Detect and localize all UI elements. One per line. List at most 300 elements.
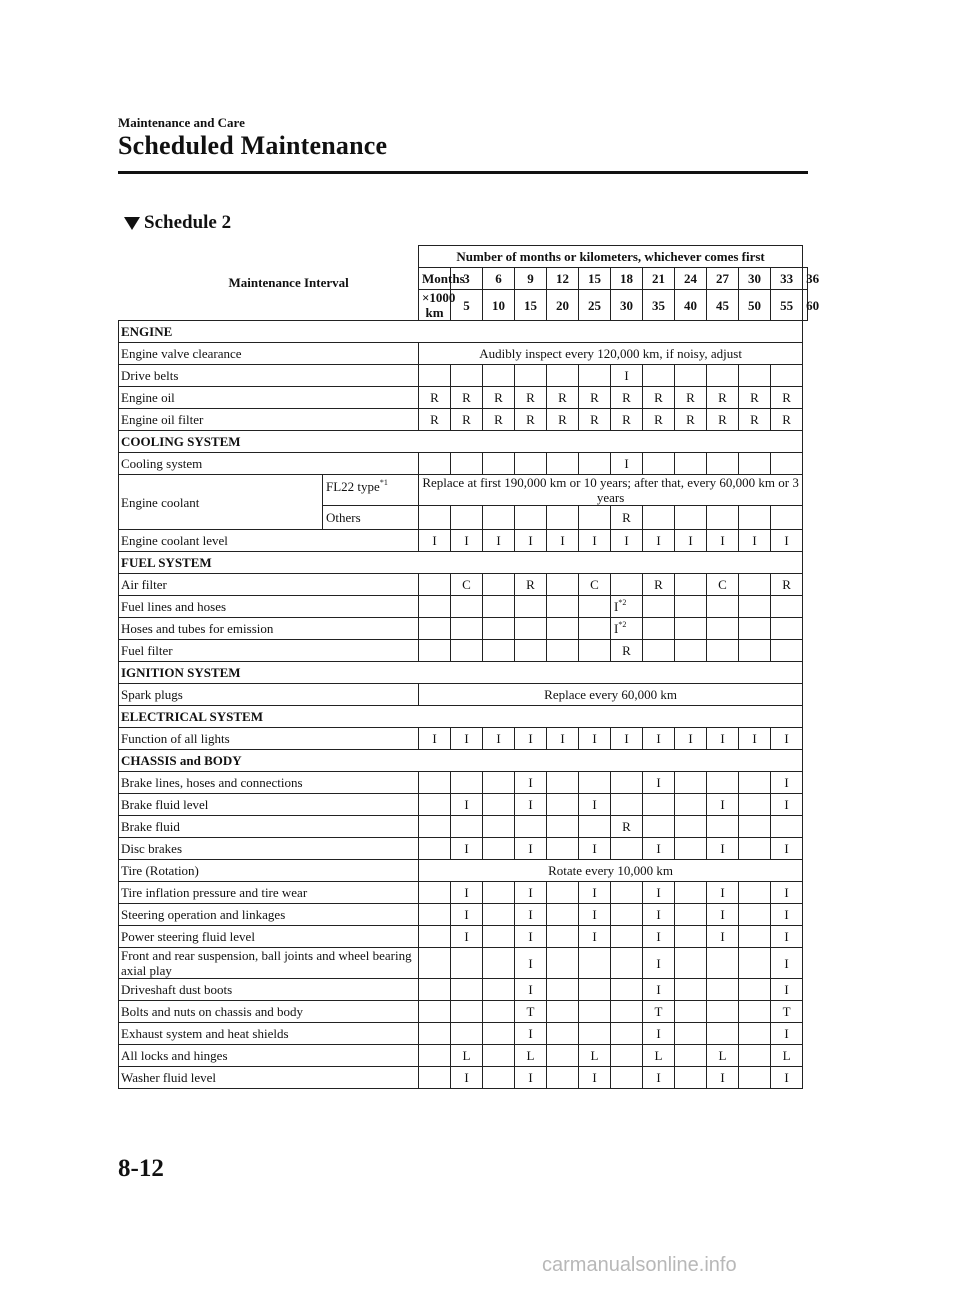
schedule-cell xyxy=(419,772,451,794)
schedule-cell xyxy=(419,574,451,596)
schedule-cell: R xyxy=(707,387,739,409)
schedule-cell xyxy=(419,794,451,816)
schedule-cell xyxy=(675,794,707,816)
schedule-cell xyxy=(707,979,739,1001)
schedule-cell: T xyxy=(515,1001,547,1023)
schedule-cell: I xyxy=(707,838,739,860)
schedule-cell: I xyxy=(771,979,803,1001)
schedule-cell xyxy=(579,506,611,530)
schedule-cell xyxy=(483,453,515,475)
schedule-cell: I xyxy=(643,979,675,1001)
table-row xyxy=(119,596,808,618)
schedule-cell xyxy=(643,506,675,530)
schedule-cell xyxy=(419,948,451,979)
schedule-cell xyxy=(515,506,547,530)
interval-header: Maintenance Interval xyxy=(119,246,419,321)
schedule-cell xyxy=(547,640,579,662)
coolant-fl22-label xyxy=(323,475,419,506)
schedule-cell xyxy=(611,618,643,640)
schedule-cell xyxy=(419,904,451,926)
table-row xyxy=(119,387,808,409)
row-label: Hoses and tubes for emission xyxy=(119,618,419,640)
schedule-cell xyxy=(739,1067,771,1089)
schedule-cell xyxy=(451,365,483,387)
table-row xyxy=(119,684,808,706)
schedule-cell: R xyxy=(451,409,483,431)
schedule-cell: R xyxy=(611,506,643,530)
schedule-cell xyxy=(579,772,611,794)
row-label: Engine coolant xyxy=(119,475,323,530)
schedule-cell: I xyxy=(707,882,739,904)
schedule-cell: I xyxy=(771,948,803,979)
schedule-cell: I xyxy=(483,530,515,552)
schedule-cell: I xyxy=(579,882,611,904)
schedule-cell: R xyxy=(547,409,579,431)
km-header: 35 xyxy=(643,290,675,321)
interval-span-text: Replace at first 190,000 km or 10 years; after that, every 60,000 km or 3 years xyxy=(419,475,803,506)
schedule-cell xyxy=(579,979,611,1001)
schedule-cell: I xyxy=(579,728,611,750)
schedule-cell: R xyxy=(771,574,803,596)
schedule-cell xyxy=(483,1023,515,1045)
table-row xyxy=(119,948,808,979)
footnote-marker: *2 xyxy=(618,598,627,607)
schedule-cell: R xyxy=(771,387,803,409)
category-ignition: IGNITION SYSTEM xyxy=(119,662,803,684)
table-row xyxy=(119,979,808,1001)
schedule-cell: L xyxy=(643,1045,675,1067)
schedule-cell xyxy=(643,640,675,662)
schedule-cell: R xyxy=(419,409,451,431)
schedule-cell xyxy=(419,453,451,475)
schedule-cell xyxy=(579,618,611,640)
schedule-cell: I xyxy=(771,728,803,750)
row-label: Brake fluid xyxy=(119,816,419,838)
schedule-cell: I xyxy=(771,1067,803,1089)
schedule-title: Schedule 2 xyxy=(144,212,232,233)
schedule-cell: I xyxy=(771,838,803,860)
schedule-cell: I xyxy=(771,530,803,552)
schedule-cell: I xyxy=(451,904,483,926)
schedule-cell xyxy=(451,506,483,530)
row-label: Cooling system xyxy=(119,453,419,475)
row-label: Engine coolant level xyxy=(119,530,419,552)
schedule-cell xyxy=(611,948,643,979)
table-row xyxy=(119,1001,808,1023)
schedule-cell: R xyxy=(643,387,675,409)
schedule-cell xyxy=(739,1045,771,1067)
interval-span-text: Rotate every 10,000 km xyxy=(419,860,803,882)
row-label: Air filter xyxy=(119,574,419,596)
schedule-cell xyxy=(675,640,707,662)
interval-note: Number of months or kilometers, whichever comes first xyxy=(419,246,803,268)
schedule-cell xyxy=(611,794,643,816)
schedule-cell xyxy=(419,1023,451,1045)
schedule-cell xyxy=(611,574,643,596)
schedule-cell: I xyxy=(515,772,547,794)
schedule-cell: I xyxy=(515,1067,547,1089)
schedule-cell xyxy=(483,794,515,816)
schedule-cell xyxy=(579,816,611,838)
schedule-cell: R xyxy=(611,640,643,662)
schedule-cell xyxy=(707,772,739,794)
schedule-cell xyxy=(675,882,707,904)
schedule-cell: I xyxy=(515,728,547,750)
schedule-cell xyxy=(451,772,483,794)
schedule-cell xyxy=(675,453,707,475)
km-header: 45 xyxy=(707,290,739,321)
schedule-cell xyxy=(579,596,611,618)
row-label: Engine oil filter xyxy=(119,409,419,431)
schedule-cell xyxy=(515,618,547,640)
schedule-cell: I xyxy=(643,530,675,552)
schedule-cell xyxy=(483,596,515,618)
schedule-cell xyxy=(611,904,643,926)
months-label: Months xyxy=(419,268,451,290)
schedule-cell xyxy=(707,506,739,530)
schedule-cell xyxy=(483,904,515,926)
schedule-cell: I xyxy=(451,838,483,860)
schedule-cell xyxy=(771,596,803,618)
schedule-cell: I xyxy=(771,882,803,904)
schedule-cell xyxy=(419,926,451,948)
category-row xyxy=(119,552,808,574)
schedule-cell: C xyxy=(579,574,611,596)
schedule-cell xyxy=(739,574,771,596)
schedule-cell xyxy=(643,453,675,475)
schedule-cell xyxy=(739,453,771,475)
cell-mark: I xyxy=(614,621,619,636)
schedule-cell xyxy=(547,596,579,618)
schedule-cell xyxy=(483,1045,515,1067)
schedule-cell xyxy=(483,979,515,1001)
km-header: 15 xyxy=(515,290,547,321)
schedule-cell xyxy=(419,1001,451,1023)
schedule-cell: R xyxy=(771,409,803,431)
schedule-cell xyxy=(419,979,451,1001)
schedule-cell: I xyxy=(579,530,611,552)
schedule-cell: R xyxy=(419,387,451,409)
row-label: Tire (Rotation) xyxy=(119,860,419,882)
schedule-cell xyxy=(419,838,451,860)
schedule-cell: L xyxy=(579,1045,611,1067)
schedule-cell xyxy=(739,596,771,618)
table-row xyxy=(119,475,808,506)
schedule-cell xyxy=(611,596,643,618)
schedule-cell: I xyxy=(515,882,547,904)
schedule-cell: I xyxy=(643,838,675,860)
schedule-cell: I xyxy=(739,728,771,750)
schedule-cell xyxy=(547,506,579,530)
schedule-cell: I xyxy=(643,904,675,926)
schedule-cell: I xyxy=(707,530,739,552)
schedule-cell xyxy=(451,596,483,618)
month-header: 24 xyxy=(675,268,707,290)
schedule-cell xyxy=(547,574,579,596)
schedule-cell: I xyxy=(707,728,739,750)
schedule-cell xyxy=(419,882,451,904)
schedule-cell xyxy=(451,948,483,979)
coolant-others-label: Others xyxy=(323,506,419,530)
schedule-cell xyxy=(547,816,579,838)
schedule-cell xyxy=(675,596,707,618)
schedule-cell xyxy=(771,618,803,640)
schedule-cell xyxy=(675,1001,707,1023)
category-row xyxy=(119,750,808,772)
km-header: 30 xyxy=(611,290,643,321)
schedule-cell xyxy=(611,1045,643,1067)
schedule-cell: I xyxy=(579,1067,611,1089)
schedule-cell: I xyxy=(515,904,547,926)
schedule-cell xyxy=(643,816,675,838)
schedule-cell xyxy=(771,640,803,662)
schedule-cell xyxy=(547,453,579,475)
schedule-cell xyxy=(675,904,707,926)
table-row xyxy=(119,794,808,816)
table-row xyxy=(119,1045,808,1067)
schedule-cell: R xyxy=(675,409,707,431)
table-row xyxy=(119,1067,808,1089)
schedule-cell: R xyxy=(643,409,675,431)
month-header: 30 xyxy=(739,268,771,290)
schedule-cell xyxy=(739,838,771,860)
schedule-cell: I xyxy=(643,948,675,979)
schedule-cell: I xyxy=(707,794,739,816)
schedule-cell xyxy=(483,640,515,662)
schedule-cell xyxy=(451,640,483,662)
category-row xyxy=(119,431,808,453)
schedule-cell: R xyxy=(739,409,771,431)
schedule-cell xyxy=(547,838,579,860)
schedule-cell xyxy=(547,1067,579,1089)
schedule-cell xyxy=(579,453,611,475)
schedule-cell: I xyxy=(451,1067,483,1089)
schedule-cell: I xyxy=(515,926,547,948)
schedule-cell: R xyxy=(515,387,547,409)
schedule-cell xyxy=(483,1001,515,1023)
schedule-cell xyxy=(579,1001,611,1023)
schedule-cell: I xyxy=(419,728,451,750)
schedule-cell: I xyxy=(515,979,547,1001)
km-header: 40 xyxy=(675,290,707,321)
row-label: Front and rear suspension, ball joints and wheel bearing axial play xyxy=(119,948,419,979)
schedule-cell xyxy=(611,772,643,794)
schedule-cell xyxy=(419,816,451,838)
schedule-cell: L xyxy=(451,1045,483,1067)
table-row xyxy=(119,838,808,860)
schedule-cell xyxy=(675,948,707,979)
schedule-cell xyxy=(611,1001,643,1023)
schedule-cell xyxy=(675,816,707,838)
schedule-cell xyxy=(483,772,515,794)
schedule-cell: I xyxy=(771,926,803,948)
month-header: 36 xyxy=(803,268,808,290)
schedule-cell: I xyxy=(739,530,771,552)
schedule-cell xyxy=(771,365,803,387)
triangle-down-icon xyxy=(124,217,140,230)
km-header: 10 xyxy=(483,290,515,321)
schedule-cell xyxy=(643,794,675,816)
schedule-cell: I xyxy=(611,365,643,387)
cell-mark: I xyxy=(614,599,619,614)
schedule-cell: I xyxy=(515,948,547,979)
row-label: Disc brakes xyxy=(119,838,419,860)
footnote-marker: *1 xyxy=(379,478,388,487)
schedule-cell: L xyxy=(515,1045,547,1067)
schedule-cell xyxy=(483,838,515,860)
schedule-cell: R xyxy=(515,574,547,596)
schedule-cell xyxy=(739,979,771,1001)
schedule-cell: I xyxy=(643,1067,675,1089)
schedule-cell xyxy=(451,979,483,1001)
schedule-cell: I xyxy=(707,1067,739,1089)
schedule-cell: I xyxy=(707,926,739,948)
schedule-cell: I xyxy=(451,530,483,552)
schedule-cell: R xyxy=(611,409,643,431)
schedule-cell xyxy=(579,365,611,387)
schedule-cell xyxy=(739,794,771,816)
footnote-marker: *2 xyxy=(618,620,627,629)
schedule-cell xyxy=(675,1045,707,1067)
interval-span-text: Replace every 60,000 km xyxy=(419,684,803,706)
schedule-cell: I xyxy=(771,1023,803,1045)
schedule-cell xyxy=(771,816,803,838)
schedule-cell: I xyxy=(547,530,579,552)
schedule-cell xyxy=(547,979,579,1001)
schedule-cell xyxy=(771,453,803,475)
schedule-cell xyxy=(611,979,643,1001)
schedule-cell xyxy=(483,948,515,979)
category-cooling: COOLING SYSTEM xyxy=(119,431,803,453)
schedule-cell: I xyxy=(643,728,675,750)
month-header: 21 xyxy=(643,268,675,290)
schedule-cell xyxy=(771,506,803,530)
section-label: Maintenance and Care xyxy=(118,115,245,130)
schedule-cell xyxy=(739,618,771,640)
schedule-cell xyxy=(739,816,771,838)
schedule-cell xyxy=(611,838,643,860)
table-row xyxy=(119,530,808,552)
month-header: 12 xyxy=(547,268,579,290)
schedule-cell xyxy=(483,618,515,640)
schedule-cell xyxy=(611,1023,643,1045)
schedule-cell: I xyxy=(611,453,643,475)
page-number: 8-12 xyxy=(118,1155,164,1182)
schedule-cell: R xyxy=(483,387,515,409)
schedule-cell: I xyxy=(515,1023,547,1045)
month-header: 15 xyxy=(579,268,611,290)
month-header: 18 xyxy=(611,268,643,290)
schedule-cell: I xyxy=(451,926,483,948)
schedule-cell xyxy=(707,596,739,618)
schedule-cell xyxy=(611,926,643,948)
schedule-cell: I xyxy=(579,904,611,926)
schedule-cell xyxy=(547,926,579,948)
page-title: Scheduled Maintenance xyxy=(118,131,388,160)
category-engine: ENGINE xyxy=(119,321,803,343)
month-header: 27 xyxy=(707,268,739,290)
month-header: 9 xyxy=(515,268,547,290)
table-row xyxy=(119,816,808,838)
row-label: Fuel filter xyxy=(119,640,419,662)
schedule-cell xyxy=(739,948,771,979)
table-row xyxy=(119,574,808,596)
schedule-cell xyxy=(707,948,739,979)
schedule-cell xyxy=(643,618,675,640)
schedule-cell: I xyxy=(547,728,579,750)
schedule-cell xyxy=(707,618,739,640)
category-fuel: FUEL SYSTEM xyxy=(119,552,803,574)
schedule-cell xyxy=(739,506,771,530)
schedule-cell: R xyxy=(643,574,675,596)
schedule-cell xyxy=(547,772,579,794)
schedule-cell xyxy=(483,1067,515,1089)
schedule-cell xyxy=(675,1067,707,1089)
schedule-cell xyxy=(675,926,707,948)
schedule-cell: R xyxy=(611,387,643,409)
schedule-cell xyxy=(739,1001,771,1023)
table-row xyxy=(119,860,808,882)
schedule-cell xyxy=(483,574,515,596)
schedule-cell xyxy=(483,506,515,530)
row-label: Spark plugs xyxy=(119,684,419,706)
watermark: carmanualsonline.info xyxy=(542,1254,737,1276)
schedule-cell: R xyxy=(579,409,611,431)
row-label: Washer fluid level xyxy=(119,1067,419,1089)
schedule-cell: R xyxy=(451,387,483,409)
category-chassis: CHASSIS and BODY xyxy=(119,750,803,772)
row-label: Brake fluid level xyxy=(119,794,419,816)
table-row xyxy=(119,772,808,794)
schedule-cell xyxy=(675,772,707,794)
row-label: Fuel lines and hoses xyxy=(119,596,419,618)
schedule-cell: I xyxy=(451,882,483,904)
schedule-cell: I xyxy=(643,926,675,948)
schedule-cell: I xyxy=(771,772,803,794)
schedule-cell: T xyxy=(643,1001,675,1023)
schedule-cell xyxy=(419,640,451,662)
schedule-cell: I xyxy=(611,530,643,552)
table-body xyxy=(119,321,808,1089)
schedule-cell xyxy=(451,618,483,640)
schedule-cell: L xyxy=(707,1045,739,1067)
table-row xyxy=(119,904,808,926)
schedule-cell: I xyxy=(643,1023,675,1045)
schedule-cell xyxy=(707,1023,739,1045)
schedule-cell xyxy=(611,882,643,904)
month-header: 3 xyxy=(451,268,483,290)
schedule-cell: I xyxy=(515,838,547,860)
schedule-cell xyxy=(579,948,611,979)
title-rule xyxy=(118,171,808,174)
table-row xyxy=(119,1023,808,1045)
row-label: Driveshaft dust boots xyxy=(119,979,419,1001)
schedule-cell: I xyxy=(771,904,803,926)
schedule-cell xyxy=(675,506,707,530)
table-row xyxy=(119,343,808,365)
schedule-cell xyxy=(643,596,675,618)
schedule-cell xyxy=(547,882,579,904)
schedule-cell: I xyxy=(675,728,707,750)
schedule-cell: R xyxy=(675,387,707,409)
schedule-cell xyxy=(739,882,771,904)
schedule-cell xyxy=(419,365,451,387)
row-label: All locks and hinges xyxy=(119,1045,419,1067)
km-header: 50 xyxy=(739,290,771,321)
schedule-cell xyxy=(707,1001,739,1023)
schedule-cell xyxy=(739,904,771,926)
schedule-cell xyxy=(739,365,771,387)
